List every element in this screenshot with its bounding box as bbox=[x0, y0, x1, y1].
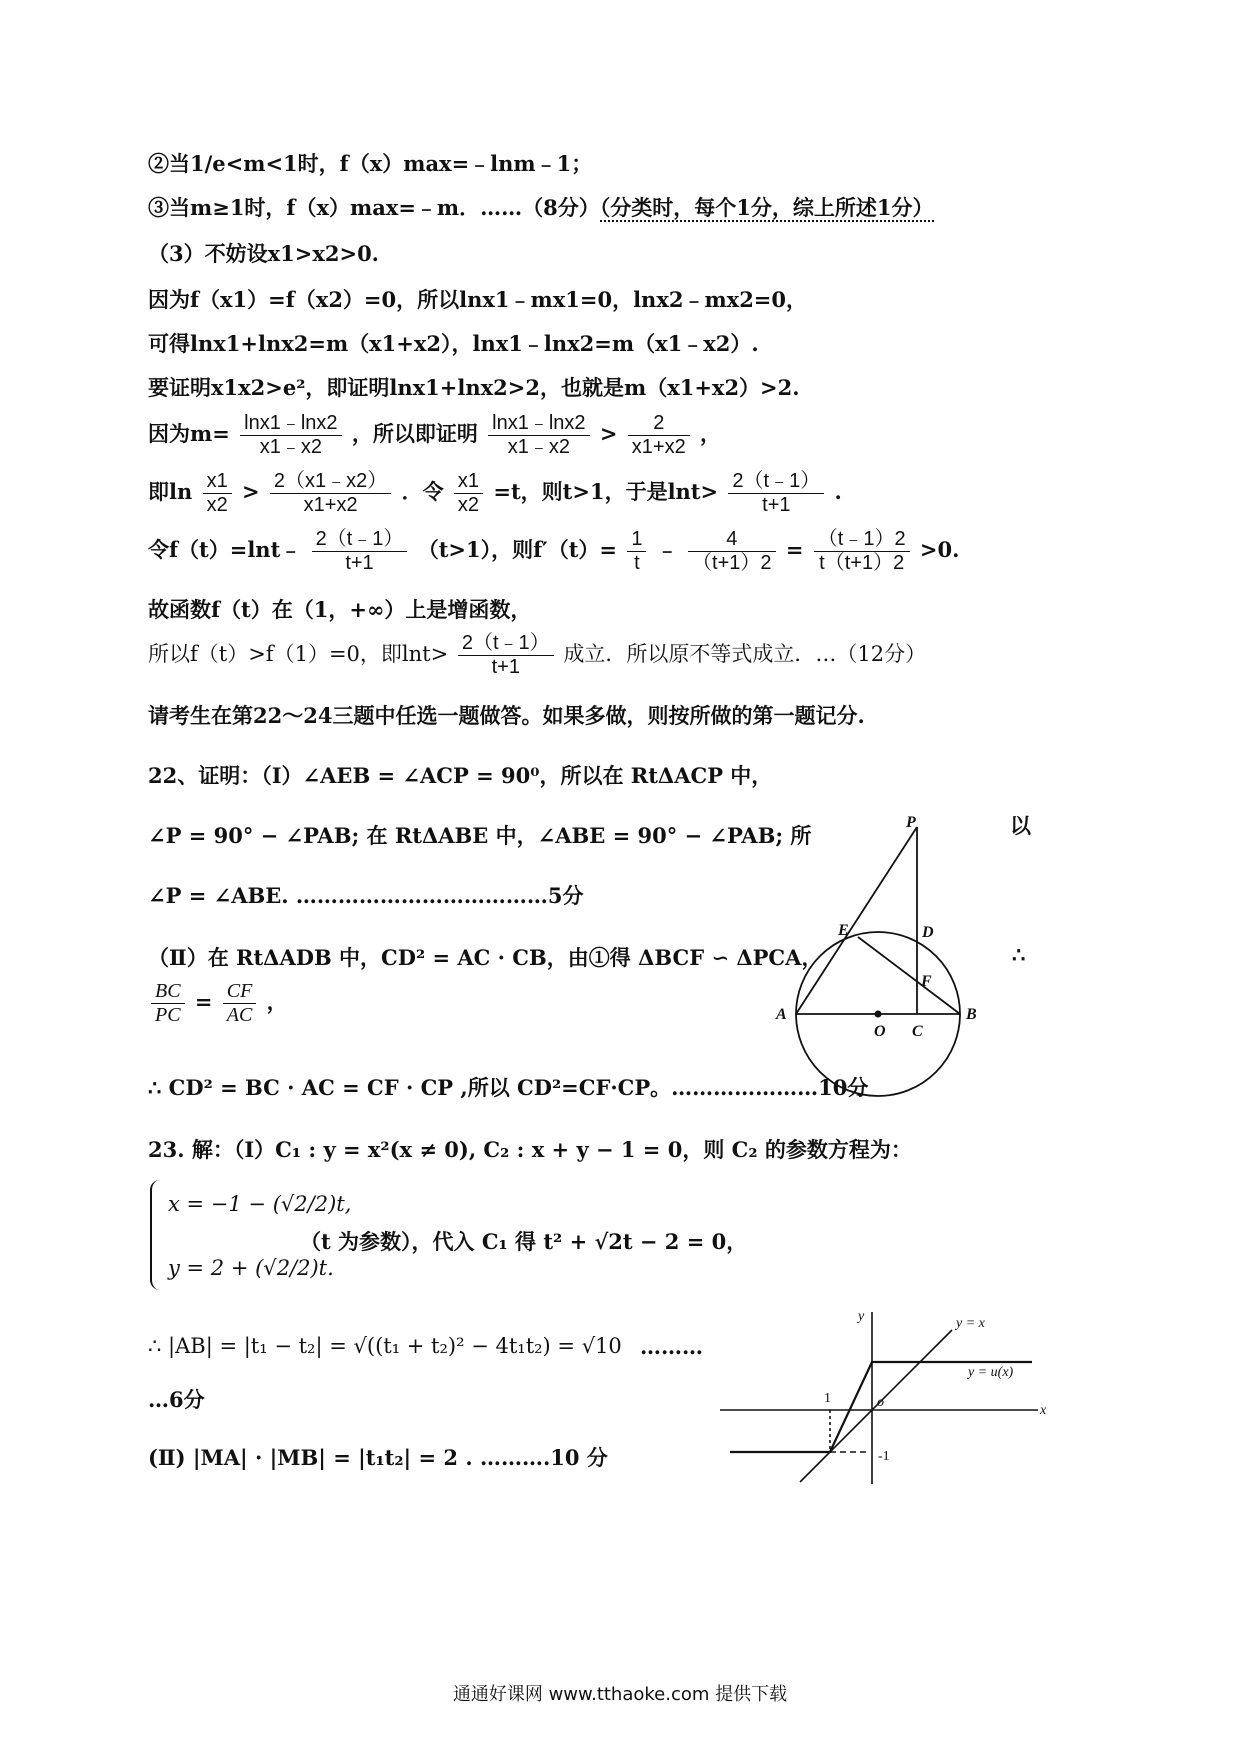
fraction: $\frac{2(t﹣1)}{t+1}$ bbox=[312, 528, 408, 575]
line-part3-assume: （3）不妨设x1>x2>0. bbox=[148, 241, 379, 266]
line-define-ft: 令f（t）=lnt﹣ $\frac{2(t﹣1)}{t+1}$ （t>1），则f′（t）= $\frac{1}{t}$ ﹣ $\frac{4}{(t+1)2}$ = $\frac{(t﹣1)2}{t(t+1)2}$ >0. bbox=[148, 528, 960, 574]
line-instruction: 请考生在第22～24三题中任选一题做答。如果多做，则按所做的第一题记分. bbox=[148, 703, 865, 728]
fraction: $\frac{1}{t}$ bbox=[627, 528, 646, 575]
label-origin: o bbox=[877, 1395, 884, 1410]
segment-AP bbox=[796, 827, 917, 1014]
line-since-f-zero: 因为f（x1）=f（x2）=0，所以lnx1﹣mx1=0，lnx2﹣mx2=0， bbox=[148, 287, 808, 312]
line-q22-final: ∴ CD² = BC · AC = CF · CP ,所以 CD²=CF·CP。…………………10分 bbox=[148, 1075, 869, 1100]
line-conclusion: 所以f（t）>f（1）=0，即lnt> $\frac{2(t﹣1)}{t+1}$ 成立．所以原不等式成立．…（12分） bbox=[148, 632, 927, 678]
line-q22-therefore: ∴ bbox=[1012, 942, 1026, 967]
fraction: $\frac{2(t﹣1)}{t+1}$ bbox=[458, 632, 554, 679]
line-q23-part1: 23. 解：（Ⅰ）C₁ : y = x²(x ≠ 0), C₂ : x + y − 1 = 0，则 C₂ 的参数方程为： bbox=[148, 1137, 912, 1162]
label-E: E bbox=[838, 922, 849, 939]
fraction: $\frac{2(t﹣1)}{t+1}$ bbox=[728, 470, 824, 517]
line-y-equals-x bbox=[800, 1330, 952, 1482]
segment-EB bbox=[858, 937, 960, 1014]
fraction: $\frac{\ln x1﹣\ln x2}{x1﹣x2}$ bbox=[488, 412, 589, 459]
line-q22-angleP: ∠P = 90° − ∠PAB; 在 RtΔABE 中，∠ABE = 90° − ∠PAB; 所 bbox=[148, 823, 812, 848]
line-param-x: x = −1 − (√2/2)t, bbox=[168, 1192, 352, 1216]
line-q23-part2: (Ⅱ) |MA| · |MB| = |t₁t₂| = 2 . ……….10 分 bbox=[148, 1445, 608, 1470]
label-one: 1 bbox=[824, 1391, 831, 1406]
label-neg1: -1 bbox=[878, 1449, 890, 1464]
label-y-eq-x: y = x bbox=[956, 1316, 985, 1331]
label-D: D bbox=[922, 924, 934, 941]
geometry-figure bbox=[770, 815, 1000, 1097]
label-P: P bbox=[906, 815, 916, 831]
line-q22-yi: 以 bbox=[1010, 813, 1031, 838]
label-x-axis: x bbox=[1040, 1403, 1047, 1418]
line-param-substitute: （t 为参数），代入 C₁ 得 t² + √2t − 2 = 0， bbox=[300, 1229, 748, 1254]
label-O: O bbox=[874, 1023, 886, 1040]
line-increasing: 故函数f（t）在（1，+∞）上是增函数， bbox=[148, 597, 532, 622]
line-obtain: 可得lnx1+lnx2=m（x1+x2），lnx1﹣lnx2=m（x1﹣x2）. bbox=[148, 331, 759, 356]
line-since-m: 因为m= $\frac{\ln x1﹣\ln x2}{x1﹣x2}$ ，所以即证明 $\frac{\ln x1﹣\ln x2}{x1﹣x2}$ > $\frac{2}{x1+x2}$ ， bbox=[148, 412, 722, 458]
label-y-axis: y bbox=[858, 1309, 865, 1324]
line-q22-part1: 22、证明：（Ⅰ）∠AEB = ∠ACP = 90⁰，所以在 RtΔACP 中， bbox=[148, 763, 773, 788]
fraction: $\frac{2(x1﹣x2)}{x1+x2}$ bbox=[270, 470, 391, 517]
label-C: C bbox=[912, 1023, 923, 1040]
label-A: A bbox=[776, 1006, 787, 1023]
fraction: $\frac{\ln x1﹣\ln x2}{x1﹣x2}$ bbox=[240, 412, 341, 459]
fraction: $\frac{(t﹣1)2}{t(t+1)2}$ bbox=[814, 528, 910, 575]
line-q22-part2: （Ⅱ）在 RtΔADB 中，CD² = AC · CB，由①得 ΔBCF ∽ ΔPCA， bbox=[148, 945, 823, 970]
param-brace bbox=[150, 1180, 164, 1290]
fraction: $\frac{BC}{PC}$ bbox=[151, 980, 185, 1027]
line-case2: ②当1/e<m<1时，f（x）max=﹣lnm﹣1； bbox=[148, 151, 593, 176]
line-6-points: …6分 bbox=[148, 1387, 205, 1412]
line-q22-ratio: $\frac{BC}{PC}$ = $\frac{CF}{AC}$ ， bbox=[148, 980, 288, 1027]
line-ab-length: ∴ |AB| = |t₁ − t₂| = √((t₁ + t₂)² − 4t₁t₂) = √10 bbox=[148, 1334, 622, 1358]
line-to-prove: 要证明x1x2>e²，即证明lnx1+lnx2>2，也就是m（x1+x2）>2. bbox=[148, 375, 800, 400]
line-ln-ratio: 即ln $\frac{x1}{x2}$ > $\frac{2(x1﹣x2)}{x1+x2}$ ．令 $\frac{x1}{x2}$ =t，则t>1，于是lnt> $\frac{2(t﹣1)}{t+1}$ . bbox=[148, 470, 842, 516]
fraction: $\frac{x1}{x2}$ bbox=[454, 470, 483, 517]
label-y-eq-u: y = u(x) bbox=[968, 1365, 1014, 1380]
fraction: $\frac{2}{x1+x2}$ bbox=[628, 412, 690, 459]
line-ab-dots: ……… bbox=[640, 1334, 703, 1359]
fraction: $\frac{x1}{x2}$ bbox=[203, 470, 232, 517]
function-graph bbox=[720, 1302, 1050, 1492]
footer-source: 通通好课网 www.tthaoke.com 提供下载 bbox=[452, 1684, 788, 1705]
label-B: B bbox=[966, 1006, 977, 1023]
fraction: $\frac{CF}{AC}$ bbox=[223, 980, 257, 1027]
line-param-y: y = 2 + (√2/2)t. bbox=[168, 1256, 334, 1280]
line-q22-equal: ∠P = ∠ABE. ………………………………5分 bbox=[148, 883, 584, 908]
center-point bbox=[875, 1011, 882, 1018]
fraction: $\frac{4}{(t+1)2}$ bbox=[688, 528, 775, 575]
line-case3: ③当m≥1时，f（x）max=﹣m．……（8分）（分类时，每个1分，综上所述1分） bbox=[148, 195, 934, 220]
label-F: F bbox=[921, 973, 932, 990]
